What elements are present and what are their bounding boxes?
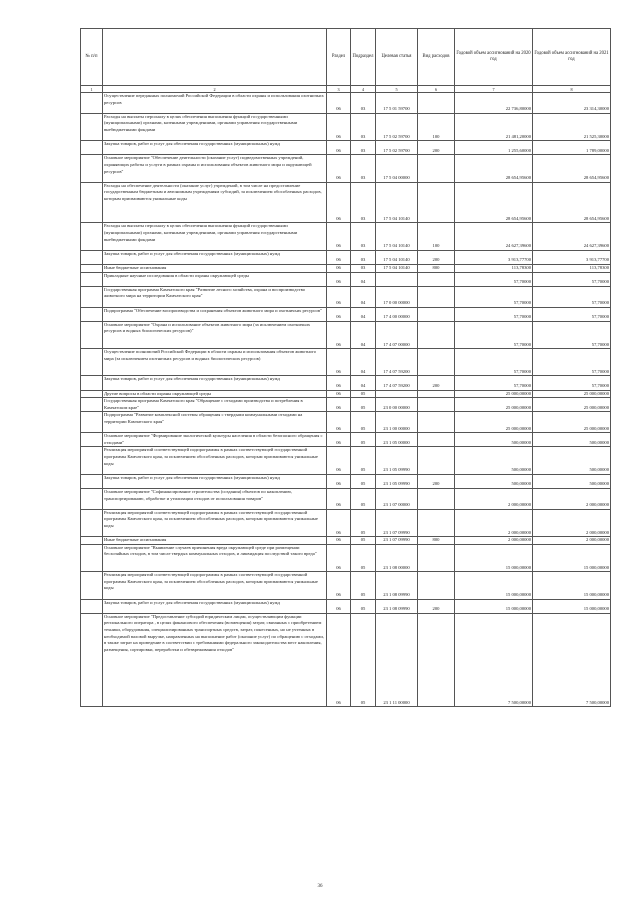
- table-row: [81, 113, 611, 140]
- row-name: Закупка товаров, работ и услуг для обеспечения государственных (муниципальных) нужд: [103, 376, 327, 390]
- expense-type-cell: [418, 398, 455, 412]
- podrazdel-cell: 03: [351, 155, 376, 182]
- colnum: 5: [376, 86, 418, 93]
- expense-type-cell: [418, 272, 455, 286]
- num-cell: [81, 349, 103, 376]
- amount-2021-cell: 25 000,00000: [533, 390, 611, 398]
- razdel-cell: 06: [327, 390, 351, 398]
- podrazdel-cell: 03: [351, 223, 376, 250]
- table-row: [81, 93, 611, 114]
- header-year-2021: Годовой объем ассигнований на 2021 год: [533, 29, 611, 86]
- expense-type-cell: 100: [418, 223, 455, 250]
- target-article-cell: 17 0 00 00000: [376, 286, 418, 307]
- row-name: Закупка товаров, работ и услуг для обеспечения государственных (муниципальных) нужд: [103, 599, 327, 613]
- num-cell: [81, 489, 103, 510]
- num-cell: [81, 509, 103, 536]
- expense-type-cell: 800: [418, 537, 455, 545]
- razdel-cell: 06: [327, 155, 351, 182]
- amount-2020-cell: 15 000,00000: [455, 572, 533, 599]
- target-article-cell: 17 5 02 59700: [376, 113, 418, 140]
- header-podrazdel: Подраздел: [351, 29, 376, 86]
- expense-type-cell: [418, 544, 455, 571]
- amount-2021-cell: 57,70000: [533, 286, 611, 307]
- target-article-cell: 17 5 04 10140: [376, 264, 418, 272]
- num-cell: [81, 93, 103, 114]
- num-cell: [81, 141, 103, 155]
- target-article-cell: 23 1 05 09990: [376, 474, 418, 488]
- header-name: [103, 29, 327, 86]
- target-article-cell: 23 1 11 00000: [376, 613, 418, 706]
- header-year-2020: Годовой объем ассигнований на 2020 год: [455, 29, 533, 86]
- amount-2021-cell: 7 500,00000: [533, 613, 611, 706]
- table-row: [81, 544, 611, 571]
- budget-table: [80, 28, 611, 707]
- amount-2020-cell: 57,70000: [455, 307, 533, 321]
- amount-2021-cell: 15 000,00000: [533, 599, 611, 613]
- budget-table-sheet: [80, 28, 610, 707]
- amount-2020-cell: 15 000,00000: [455, 599, 533, 613]
- razdel-cell: 06: [327, 264, 351, 272]
- amount-2021-cell: 500,00000: [533, 474, 611, 488]
- razdel-cell: 06: [327, 307, 351, 321]
- razdel-cell: 06: [327, 572, 351, 599]
- colnum: 7: [455, 86, 533, 93]
- target-article-cell: 17 4 07 59200: [376, 349, 418, 376]
- table-row: [81, 155, 611, 182]
- num-cell: [81, 250, 103, 264]
- razdel-cell: 06: [327, 613, 351, 706]
- num-cell: [81, 613, 103, 706]
- expense-type-cell: [418, 509, 455, 536]
- amount-2020-cell: 500,00000: [455, 474, 533, 488]
- table-row: [81, 433, 611, 447]
- expense-type-cell: 200: [418, 599, 455, 613]
- amount-2021-cell: 113,78300: [533, 264, 611, 272]
- podrazdel-cell: 05: [351, 489, 376, 510]
- table-row: [81, 264, 611, 272]
- amount-2020-cell: 25 000,00000: [455, 390, 533, 398]
- table-row: [81, 509, 611, 536]
- row-name: Основное мероприятие "Формирование экологической культуры населения в области безопасного обращения с отходами": [103, 433, 327, 447]
- table-row: [81, 447, 611, 474]
- num-cell: [81, 264, 103, 272]
- amount-2021-cell: 57,70000: [533, 376, 611, 390]
- amount-2021-cell: 57,70000: [533, 272, 611, 286]
- expense-type-cell: [418, 182, 455, 223]
- table-row: [81, 398, 611, 412]
- table-row: [81, 182, 611, 223]
- num-cell: [81, 155, 103, 182]
- amount-2021-cell: 500,00000: [533, 447, 611, 474]
- expense-type-cell: [418, 390, 455, 398]
- podrazdel-cell: 04: [351, 349, 376, 376]
- expense-type-cell: 200: [418, 376, 455, 390]
- num-cell: [81, 321, 103, 348]
- amount-2021-cell: 15 000,00000: [533, 544, 611, 571]
- amount-2020-cell: 57,70000: [455, 376, 533, 390]
- expense-type-cell: [418, 307, 455, 321]
- header-expense-type: Вид расходов: [418, 29, 455, 86]
- podrazdel-cell: 05: [351, 390, 376, 398]
- expense-type-cell: [418, 433, 455, 447]
- header-razdel: Раздел: [327, 29, 351, 86]
- target-article-cell: 23 0 00 00000: [376, 398, 418, 412]
- expense-type-cell: [418, 155, 455, 182]
- amount-2021-cell: 1 789,00000: [533, 141, 611, 155]
- razdel-cell: 06: [327, 113, 351, 140]
- target-article-cell: 23 1 07 09990: [376, 537, 418, 545]
- header-num: № п/п: [81, 29, 103, 86]
- amount-2020-cell: 21 481,20000: [455, 113, 533, 140]
- row-name: Иные бюджетные ассигнования: [103, 537, 327, 545]
- num-cell: [81, 307, 103, 321]
- razdel-cell: 06: [327, 433, 351, 447]
- num-cell: [81, 286, 103, 307]
- row-name: Прикладные научные исследования в области охраны окружающей среды: [103, 272, 327, 286]
- target-article-cell: 23 1 08 09990: [376, 572, 418, 599]
- amount-2020-cell: 1 255,60000: [455, 141, 533, 155]
- amount-2021-cell: 23 314,30000: [533, 93, 611, 114]
- row-name: Государственная программа Камчатского края "Развитие лесного хозяйства, охрана и воспроизводство животного мира на территории Камчатского края": [103, 286, 327, 307]
- row-name: Другие вопросы в области охраны окружающей среды: [103, 390, 327, 398]
- amount-2020-cell: 25 000,00000: [455, 412, 533, 433]
- target-article-cell: 17 4 07 59200: [376, 376, 418, 390]
- podrazdel-cell: 05: [351, 613, 376, 706]
- amount-2021-cell: 24 627,39600: [533, 223, 611, 250]
- podrazdel-cell: 03: [351, 93, 376, 114]
- amount-2021-cell: 57,70000: [533, 307, 611, 321]
- expense-type-cell: [418, 93, 455, 114]
- row-name: Основное мероприятие "Выявление случаев причинения вреда окружающей среде при размещении бесхозяйных отходов, в том числе твердых коммунальных отходов, и ликвидация последствий такого вреда": [103, 544, 327, 571]
- row-name: Расходы на выплаты персоналу в целях обеспечения выполнения функций государственными (муниципальными) органами, казенными учреждениями, органами управления государственными внебюджетными фондами: [103, 113, 327, 140]
- num-cell: [81, 113, 103, 140]
- razdel-cell: 06: [327, 182, 351, 223]
- expense-type-cell: 100: [418, 113, 455, 140]
- table-header-row: [81, 29, 611, 86]
- amount-2021-cell: 3 913,77700: [533, 250, 611, 264]
- row-name: Подпрограмма "Обеспечение воспроизводства и сохранения объектов животного мира и охотничьих ресурсов": [103, 307, 327, 321]
- amount-2020-cell: 24 627,39600: [455, 223, 533, 250]
- page-number: 36: [317, 884, 323, 889]
- target-article-cell: 17 5 01 59700: [376, 93, 418, 114]
- target-article-cell: [376, 272, 418, 286]
- amount-2021-cell: 2 000,00000: [533, 509, 611, 536]
- target-article-cell: 23 1 08 09990: [376, 599, 418, 613]
- expense-type-cell: [418, 412, 455, 433]
- num-cell: [81, 223, 103, 250]
- target-article-cell: 17 4 00 00000: [376, 307, 418, 321]
- expense-type-cell: 200: [418, 141, 455, 155]
- row-name: Государственная программа Камчатского края "Обращение с отходами производства и потребления в Камчатском крае": [103, 398, 327, 412]
- target-article-cell: 17 5 04 10140: [376, 223, 418, 250]
- column-number-row: [81, 86, 611, 93]
- amount-2020-cell: 57,70000: [455, 286, 533, 307]
- num-cell: [81, 398, 103, 412]
- expense-type-cell: [418, 489, 455, 510]
- row-name: Реализация мероприятий соответствующей подпрограммы в рамках соответствующей государственной программы Камчатского края, за исключением обособленных расходов, которым присваиваются уникальные коды: [103, 509, 327, 536]
- podrazdel-cell: 03: [351, 264, 376, 272]
- row-name: Основное мероприятие "Охрана и использование объектов животного мира (за исключением охотничьих ресурсов и водных биологических ресурсов)": [103, 321, 327, 348]
- target-article-cell: 23 1 00 00000: [376, 412, 418, 433]
- razdel-cell: 06: [327, 544, 351, 571]
- row-name: Расходы на обеспечение деятельности (оказание услуг) учреждений, в том числе на предоставление государственным бюджетным и автономным учреждениям субсидий, за исключением обособленных расходов, которым присваиваются уникальные коды: [103, 182, 327, 223]
- podrazdel-cell: 05: [351, 599, 376, 613]
- row-name: Иные бюджетные ассигнования: [103, 264, 327, 272]
- podrazdel-cell: 03: [351, 250, 376, 264]
- table-row: [81, 572, 611, 599]
- target-article-cell: 17 5 04 10140: [376, 250, 418, 264]
- razdel-cell: 06: [327, 223, 351, 250]
- amount-2020-cell: 2 000,00000: [455, 489, 533, 510]
- row-name: Основное мероприятие "Предоставление субсидий юридическим лицам, осуществляющим функции регионального оператора , в целях финансового обеспечения (возмещения) затрат, связанных с приобретением техники, оборудования, специализированных транспортных средств, затрат, понесенных, но не учтенных в необходимой валовой выручке, направленных на выполнение работ (оказание услуг) по обращению с отходами, в также затрат на проведение в соответствии с требованиями федерального законодательства мест накопления, размещения, сортировки, переработки и обезвреживания отходов": [103, 613, 327, 706]
- amount-2021-cell: 15 000,00000: [533, 572, 611, 599]
- amount-2020-cell: 2 000,00000: [455, 537, 533, 545]
- expense-type-cell: 800: [418, 264, 455, 272]
- table-row: [81, 349, 611, 376]
- row-name: Подпрограмма "Развитие комплексной системы обращения с твердыми коммунальными отходами на территории Камчатского края": [103, 412, 327, 433]
- table-row: [81, 223, 611, 250]
- razdel-cell: 06: [327, 599, 351, 613]
- podrazdel-cell: 05: [351, 537, 376, 545]
- target-article-cell: 23 1 08 00000: [376, 544, 418, 571]
- razdel-cell: 06: [327, 141, 351, 155]
- target-article-cell: 23 1 05 00000: [376, 433, 418, 447]
- amount-2020-cell: 113,78300: [455, 264, 533, 272]
- expense-type-cell: [418, 349, 455, 376]
- table-row: [81, 537, 611, 545]
- amount-2021-cell: 28 654,95600: [533, 155, 611, 182]
- amount-2020-cell: 28 654,95600: [455, 155, 533, 182]
- num-cell: [81, 412, 103, 433]
- expense-type-cell: [418, 286, 455, 307]
- amount-2020-cell: 57,70000: [455, 349, 533, 376]
- table-row: [81, 613, 611, 706]
- num-cell: [81, 433, 103, 447]
- expense-type-cell: [418, 572, 455, 599]
- table-row: [81, 321, 611, 348]
- amount-2020-cell: 2 000,00000: [455, 509, 533, 536]
- razdel-cell: 06: [327, 474, 351, 488]
- expense-type-cell: 200: [418, 250, 455, 264]
- header-target-article: Целевая статья: [376, 29, 418, 86]
- podrazdel-cell: 05: [351, 447, 376, 474]
- razdel-cell: 06: [327, 321, 351, 348]
- podrazdel-cell: 04: [351, 286, 376, 307]
- amount-2020-cell: 25 000,00000: [455, 398, 533, 412]
- num-cell: [81, 599, 103, 613]
- row-name: Закупка товаров, работ и услуг для обеспечения государственных (муниципальных) нужд: [103, 474, 327, 488]
- table-row: [81, 286, 611, 307]
- podrazdel-cell: 03: [351, 141, 376, 155]
- amount-2020-cell: 15 000,00000: [455, 544, 533, 571]
- razdel-cell: 06: [327, 349, 351, 376]
- amount-2021-cell: 500,00000: [533, 433, 611, 447]
- amount-2021-cell: 21 525,30000: [533, 113, 611, 140]
- row-name: Основное мероприятие "Обеспечение деятельности (оказание услуг) подведомственных учреждений, охраняющих работы и услуги в рамках охраны и использования объектов животного мира и окружающей ресурсов": [103, 155, 327, 182]
- amount-2020-cell: 28 654,95600: [455, 182, 533, 223]
- colnum: 4: [351, 86, 376, 93]
- razdel-cell: 06: [327, 272, 351, 286]
- row-name: Реализация мероприятий соответствующей подпрограммы в рамках соответствующей государственной программы Камчатского края, за исключением обособленных расходов, которым присваиваются уникальные коды: [103, 447, 327, 474]
- colnum: 3: [327, 86, 351, 93]
- table-row: [81, 474, 611, 488]
- num-cell: [81, 572, 103, 599]
- amount-2021-cell: 25 000,00000: [533, 398, 611, 412]
- num-cell: [81, 272, 103, 286]
- target-article-cell: 23 1 05 09990: [376, 447, 418, 474]
- row-name: Реализация мероприятий соответствующей подпрограммы в рамках соответствующей государственной программы Камчатского края, за исключением обособленных расходов, которым присваиваются уникальные коды: [103, 572, 327, 599]
- target-article-cell: 17 5 02 59700: [376, 141, 418, 155]
- table-row: [81, 599, 611, 613]
- amount-2021-cell: 2 000,00000: [533, 489, 611, 510]
- podrazdel-cell: 03: [351, 113, 376, 140]
- target-article-cell: 17 5 04 10140: [376, 182, 418, 223]
- num-cell: [81, 447, 103, 474]
- podrazdel-cell: 04: [351, 272, 376, 286]
- amount-2020-cell: 7 500,00000: [455, 613, 533, 706]
- podrazdel-cell: 03: [351, 182, 376, 223]
- table-row: [81, 141, 611, 155]
- podrazdel-cell: 05: [351, 509, 376, 536]
- row-name: Основное мероприятие "Софинансирование строительства (создания) объектов по накоплению, транспортированию, обработке и утилизации отходов от использования товаров": [103, 489, 327, 510]
- table-row: [81, 250, 611, 264]
- colnum: 8: [533, 86, 611, 93]
- podrazdel-cell: 04: [351, 307, 376, 321]
- razdel-cell: 06: [327, 286, 351, 307]
- num-cell: [81, 474, 103, 488]
- razdel-cell: 06: [327, 376, 351, 390]
- table-row: [81, 489, 611, 510]
- podrazdel-cell: 05: [351, 544, 376, 571]
- razdel-cell: 06: [327, 250, 351, 264]
- expense-type-cell: [418, 321, 455, 348]
- razdel-cell: 06: [327, 412, 351, 433]
- target-article-cell: [376, 390, 418, 398]
- target-article-cell: 23 1 07 00000: [376, 489, 418, 510]
- razdel-cell: 06: [327, 93, 351, 114]
- amount-2020-cell: 22 736,80000: [455, 93, 533, 114]
- table-row: [81, 376, 611, 390]
- colnum: 6: [418, 86, 455, 93]
- row-name: Осуществление переданных полномочий Российской Федерации в области охраны и использования охотничьих ресурсов: [103, 93, 327, 114]
- razdel-cell: 06: [327, 489, 351, 510]
- table-row: [81, 272, 611, 286]
- table-body: [81, 93, 611, 707]
- amount-2020-cell: 500,00000: [455, 433, 533, 447]
- podrazdel-cell: 04: [351, 321, 376, 348]
- podrazdel-cell: 04: [351, 376, 376, 390]
- amount-2020-cell: 57,70000: [455, 272, 533, 286]
- num-cell: [81, 544, 103, 571]
- row-name: Закупка товаров, работ и услуг для обеспечения государственных (муниципальных) нужд: [103, 141, 327, 155]
- table-row: [81, 390, 611, 398]
- razdel-cell: 06: [327, 537, 351, 545]
- target-article-cell: 17 4 07 00000: [376, 321, 418, 348]
- table-row: [81, 307, 611, 321]
- num-cell: [81, 182, 103, 223]
- row-name: Закупка товаров, работ и услуг для обеспечения государственных (муниципальных) нужд: [103, 250, 327, 264]
- expense-type-cell: [418, 613, 455, 706]
- target-article-cell: 23 1 07 09990: [376, 509, 418, 536]
- podrazdel-cell: 05: [351, 572, 376, 599]
- table-row: [81, 412, 611, 433]
- amount-2020-cell: 500,00000: [455, 447, 533, 474]
- amount-2021-cell: 25 000,00000: [533, 412, 611, 433]
- razdel-cell: 06: [327, 447, 351, 474]
- colnum: 2: [103, 86, 327, 93]
- expense-type-cell: 200: [418, 474, 455, 488]
- target-article-cell: 17 5 04 00000: [376, 155, 418, 182]
- row-name: Расходы на выплаты персоналу в целях обеспечения выполнения функций государственными (муниципальными) органами, казенными учреждениями, органами управления государственными внебюджетными фондами: [103, 223, 327, 250]
- amount-2021-cell: 2 000,00000: [533, 537, 611, 545]
- amount-2021-cell: 28 654,95600: [533, 182, 611, 223]
- amount-2021-cell: 57,70000: [533, 321, 611, 348]
- amount-2021-cell: 57,70000: [533, 349, 611, 376]
- num-cell: [81, 390, 103, 398]
- razdel-cell: 06: [327, 398, 351, 412]
- row-name: Осуществление полномочий Российской Федерации в области охраны и использования объектов животного мира (за исключением охотничьих ресурсов и водных биологических ресурсов): [103, 349, 327, 376]
- num-cell: [81, 537, 103, 545]
- razdel-cell: 06: [327, 509, 351, 536]
- podrazdel-cell: 05: [351, 433, 376, 447]
- num-cell: [81, 376, 103, 390]
- amount-2020-cell: 3 913,77700: [455, 250, 533, 264]
- colnum: 1: [81, 86, 103, 93]
- podrazdel-cell: 05: [351, 398, 376, 412]
- amount-2020-cell: 57,70000: [455, 321, 533, 348]
- expense-type-cell: [418, 447, 455, 474]
- podrazdel-cell: 05: [351, 474, 376, 488]
- podrazdel-cell: 05: [351, 412, 376, 433]
